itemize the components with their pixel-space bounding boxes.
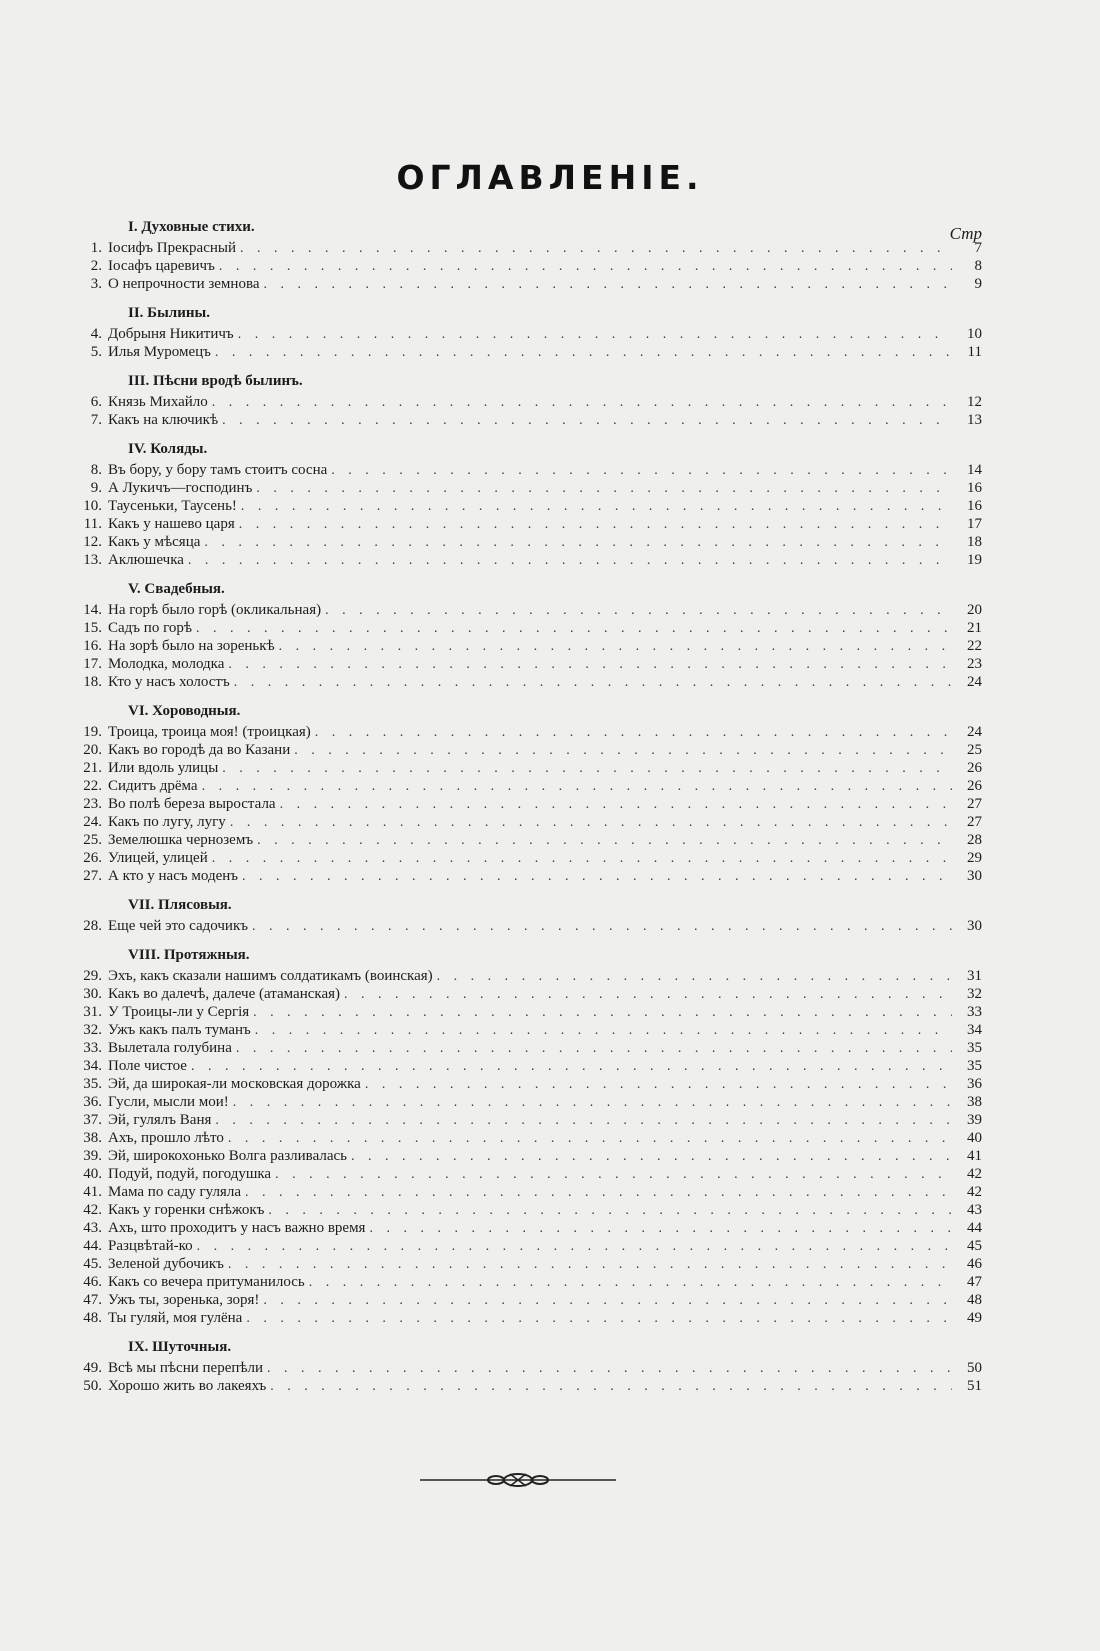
entry-title: Эхъ, какъ сказали нашимъ солдатикамъ (воинская) (108, 968, 433, 984)
entry-title: Какъ со вечера притуманилось (108, 1274, 305, 1290)
entry-number: 25. (83, 832, 102, 848)
entry-page: 34 (967, 1022, 982, 1038)
dot-leader (255, 1022, 952, 1040)
section-heading: VII. Плясовыя. (128, 897, 232, 913)
entry-number: 29. (83, 968, 102, 984)
toc-entry (82, 813, 982, 831)
dot-leader (309, 1274, 952, 1292)
entry-page: 46 (967, 1256, 982, 1272)
entry-title: На зорѣ было на зоренькѣ (108, 638, 275, 654)
entry-page: 27 (967, 814, 982, 830)
toc-entry (82, 849, 982, 867)
entry-number: 7. (90, 412, 102, 428)
entry-number: 23. (83, 796, 102, 812)
toc-entry (82, 479, 982, 497)
entry-page: 47 (967, 1274, 982, 1290)
toc-entry (82, 515, 982, 533)
entry-number: 45. (83, 1256, 102, 1272)
dot-leader (191, 1058, 952, 1076)
entry-page: 31 (967, 968, 982, 984)
section-heading: VI. Хороводныя. (128, 703, 241, 719)
entry-title: Зеленой дубочикъ (108, 1256, 224, 1272)
entry-title: Гусли, мысли мои! (108, 1094, 229, 1110)
entry-number: 3. (90, 276, 102, 292)
entry-title: Ужъ ты, зоренька, зоря! (108, 1292, 260, 1308)
toc-entry (82, 867, 982, 885)
entry-title: Iосафъ царевичъ (108, 258, 215, 274)
entry-page: 24 (967, 724, 982, 740)
toc-entry (82, 1201, 982, 1219)
dot-leader (369, 1220, 952, 1238)
dot-leader (240, 240, 952, 258)
toc-entry (82, 343, 982, 361)
entry-title: У Троицы-ли у Сергiя (108, 1004, 250, 1020)
toc-section (82, 944, 982, 1327)
toc-section (82, 216, 982, 293)
entry-page: 49 (967, 1310, 982, 1326)
dot-leader (315, 724, 952, 742)
toc-section (82, 370, 982, 429)
toc-entry (82, 325, 982, 343)
dot-leader (219, 258, 952, 276)
entry-page: 39 (967, 1112, 982, 1128)
entry-title: Еще чей это садочикъ (108, 918, 249, 934)
entry-title: Мама по саду гуляла (108, 1184, 241, 1200)
dot-leader (242, 868, 952, 886)
entry-number: 24. (83, 814, 102, 830)
entry-title: Ахъ, прошло лѣто (108, 1130, 224, 1146)
dot-leader (351, 1148, 952, 1166)
entry-title: Ахъ, што проходитъ у насъ важно время (108, 1220, 366, 1236)
section-heading: II. Былины. (128, 305, 210, 321)
entry-title: Разцвѣтай-ко (108, 1238, 193, 1254)
entry-page: 25 (967, 742, 982, 758)
entry-page: 14 (967, 462, 982, 478)
entry-page: 11 (967, 344, 982, 360)
dot-leader (257, 832, 952, 850)
toc-entry (82, 411, 982, 429)
entry-number: 9. (90, 480, 102, 496)
dot-leader (238, 326, 952, 344)
dot-leader (268, 1202, 952, 1220)
entry-title: Добрыня Никитичъ (108, 326, 234, 342)
entry-page: 30 (967, 868, 982, 884)
entry-title: Земелюшка черноземъ (108, 832, 254, 848)
dot-leader (228, 1256, 952, 1274)
entry-page: 45 (967, 1238, 982, 1254)
entry-title: Или вдоль улицы (108, 760, 219, 776)
entry-number: 1. (90, 240, 102, 256)
dot-leader (263, 1292, 952, 1310)
entry-page: 7 (974, 240, 982, 256)
dot-leader (230, 814, 952, 832)
toc-section (82, 438, 982, 569)
entry-title: О непрочности земнова (108, 276, 260, 292)
entry-title: Кто у насъ холостъ (108, 674, 230, 690)
entry-title: Iосифъ Прекрасный (108, 240, 237, 256)
entry-title: Всѣ мы пѣсни перепѣли (108, 1360, 264, 1376)
entry-page: 44 (967, 1220, 982, 1236)
toc-entry (82, 741, 982, 759)
dot-leader (246, 1310, 952, 1328)
entry-number: 37. (83, 1112, 102, 1128)
dot-leader (267, 1360, 952, 1378)
entry-title: Князь Михайло (108, 394, 208, 410)
entry-title: Ты гуляй, моя гулёна (108, 1310, 243, 1326)
entry-number: 15. (83, 620, 102, 636)
section-heading: IV. Коляды. (128, 441, 208, 457)
entry-page: 16 (967, 480, 982, 496)
toc-entry (82, 1183, 982, 1201)
entry-page: 43 (967, 1202, 982, 1218)
toc-section (82, 700, 982, 885)
entry-number: 6. (90, 394, 102, 410)
entry-page: 10 (967, 326, 982, 342)
dot-leader (331, 462, 952, 480)
entry-page: 20 (967, 602, 982, 618)
dot-leader (325, 602, 952, 620)
toc-entry (82, 239, 982, 257)
entry-title: Эй, да широкая-ли московская дорожка (108, 1076, 361, 1092)
entry-page: 19 (967, 552, 982, 568)
dot-leader (215, 1112, 952, 1130)
toc-entry (82, 1147, 982, 1165)
entry-title: Троица, троица моя! (троицкая) (108, 724, 311, 740)
entry-number: 20. (83, 742, 102, 758)
dot-leader (245, 1184, 952, 1202)
entry-title: Эй, широкохонько Волга разливалась (108, 1148, 347, 1164)
entry-page: 18 (967, 534, 982, 550)
entry-title: Вылетала голубина (108, 1040, 232, 1056)
toc-entry (82, 655, 982, 673)
toc-entry (82, 551, 982, 569)
dot-leader (204, 534, 952, 552)
entry-title: А кто у насъ моденъ (108, 868, 239, 884)
toc-entry (82, 795, 982, 813)
toc-entry (82, 1359, 982, 1377)
toc-entry (82, 1075, 982, 1093)
entry-number: 44. (83, 1238, 102, 1254)
toc-entry (82, 461, 982, 479)
dot-leader (294, 742, 952, 760)
dot-leader (241, 498, 952, 516)
entry-title: Въ бору, у бору тамъ стоитъ сосна (108, 462, 328, 478)
entry-title: Сидитъ дрёма (108, 778, 198, 794)
entry-number: 13. (83, 552, 102, 568)
toc-entry (82, 967, 982, 985)
entry-page: 50 (967, 1360, 982, 1376)
entry-number: 2. (90, 258, 102, 274)
dot-leader (234, 674, 952, 692)
toc-entry (82, 1377, 982, 1395)
entry-number: 47. (83, 1292, 102, 1308)
toc-entry (82, 1309, 982, 1327)
entry-page: 35 (967, 1040, 982, 1056)
toc-entry (82, 393, 982, 411)
toc-entry (82, 1165, 982, 1183)
entry-number: 28. (83, 918, 102, 934)
entry-page: 12 (967, 394, 982, 410)
entry-number: 33. (83, 1040, 102, 1056)
entry-page: 27 (967, 796, 982, 812)
entry-page: 40 (967, 1130, 982, 1146)
toc-entry (82, 1021, 982, 1039)
dot-leader (437, 968, 952, 986)
entry-number: 50. (83, 1378, 102, 1394)
divider-ornament (420, 1470, 616, 1490)
section-heading: I. Духовные стихи. (128, 219, 255, 235)
entry-page: 33 (967, 1004, 982, 1020)
entry-title: Садъ по горѣ (108, 620, 193, 636)
dot-leader (264, 276, 953, 294)
entry-page: 38 (967, 1094, 982, 1110)
entry-number: 34. (83, 1058, 102, 1074)
entry-number: 22. (83, 778, 102, 794)
toc-entry (82, 673, 982, 691)
entry-title: На горѣ было горѣ (окликальная) (108, 602, 322, 618)
entry-page: 16 (967, 498, 982, 514)
dot-leader (197, 1238, 952, 1256)
entry-number: 35. (83, 1076, 102, 1092)
dot-leader (280, 796, 952, 814)
entry-number: 46. (83, 1274, 102, 1290)
entry-page: 17 (967, 516, 982, 532)
dot-leader (233, 1094, 952, 1112)
dot-leader (228, 1130, 952, 1148)
entry-number: 27. (83, 868, 102, 884)
page-column-label: Стр (949, 224, 982, 243)
entry-number: 12. (83, 534, 102, 550)
entry-number: 41. (83, 1184, 102, 1200)
entry-page: 35 (967, 1058, 982, 1074)
dot-leader (279, 638, 952, 656)
entry-page: 26 (967, 760, 982, 776)
dot-leader (222, 760, 952, 778)
dot-leader (365, 1076, 952, 1094)
entry-page: 24 (967, 674, 982, 690)
entry-title: Какъ у горенки снѣжокъ (108, 1202, 265, 1218)
entry-title: Во полѣ береза выростала (108, 796, 276, 812)
entry-number: 49. (83, 1360, 102, 1376)
toc-entry (82, 1237, 982, 1255)
entry-title: Таусеньки, Таусень! (108, 498, 237, 514)
dot-leader (202, 778, 952, 796)
entry-page: 48 (967, 1292, 982, 1308)
entry-title: Улицей, улицей (108, 850, 208, 866)
entry-title: Аклюшечка (108, 552, 184, 568)
entry-page: 41 (967, 1148, 982, 1164)
entry-number: 38. (83, 1130, 102, 1146)
toc-section (82, 894, 982, 935)
entry-page: 26 (967, 778, 982, 794)
entry-page: 22 (967, 638, 982, 654)
entry-title: Илья Муромецъ (108, 344, 211, 360)
entry-number: 10. (83, 498, 102, 514)
entry-page: 29 (967, 850, 982, 866)
entry-number: 16. (83, 638, 102, 654)
entry-title: Какъ на ключикѣ (108, 412, 219, 428)
toc-section (82, 302, 982, 361)
toc-entry (82, 619, 982, 637)
entry-page: 30 (967, 918, 982, 934)
entry-number: 32. (83, 1022, 102, 1038)
dot-leader (239, 516, 952, 534)
dot-leader (270, 1378, 952, 1396)
entry-page: 51 (967, 1378, 982, 1394)
toc-entry (82, 985, 982, 1003)
toc-entry (82, 1255, 982, 1273)
toc-entry (82, 1273, 982, 1291)
entry-title: Какъ у мѣсяца (108, 534, 201, 550)
entry-title: А Лукичъ—господинъ (108, 480, 253, 496)
toc-entry (82, 831, 982, 849)
entry-page: 42 (967, 1184, 982, 1200)
toc-entry (82, 1057, 982, 1075)
entry-title: Какъ во городѣ да во Казани (108, 742, 291, 758)
entry-number: 48. (83, 1310, 102, 1326)
toc-entry (82, 759, 982, 777)
entry-number: 26. (83, 850, 102, 866)
dot-leader (252, 918, 952, 936)
toc-entry (82, 1111, 982, 1129)
toc-entry (82, 1003, 982, 1021)
toc-entry (82, 1219, 982, 1237)
toc-entry (82, 1039, 982, 1057)
entry-title: Хорошо жить во лакеяхъ (108, 1378, 267, 1394)
section-heading: IX. Шуточныя. (128, 1339, 232, 1355)
entry-number: 8. (90, 462, 102, 478)
entry-number: 11. (83, 516, 102, 532)
dot-leader (253, 1004, 952, 1022)
toc-entry (82, 1129, 982, 1147)
entry-number: 17. (83, 656, 102, 672)
entry-number: 19. (83, 724, 102, 740)
section-heading: VIII. Протяжныя. (128, 947, 250, 963)
entry-page: 13 (967, 412, 982, 428)
entry-page: 42 (967, 1166, 982, 1182)
dot-leader (212, 850, 952, 868)
entry-number: 42. (83, 1202, 102, 1218)
toc-section (82, 1336, 982, 1395)
entry-number: 39. (83, 1148, 102, 1164)
toc-entry (82, 723, 982, 741)
entry-number: 40. (83, 1166, 102, 1182)
entry-number: 18. (83, 674, 102, 690)
toc-entry (82, 533, 982, 551)
entry-title: Молодка, молодка (108, 656, 225, 672)
entry-number: 4. (90, 326, 102, 342)
entry-title: Какъ по лугу, лугу (108, 814, 226, 830)
toc-entry (82, 497, 982, 515)
dot-leader (275, 1166, 952, 1184)
page-title: ОГЛАВЛЕНIЕ. (396, 158, 704, 197)
entry-page: 28 (967, 832, 982, 848)
toc-entry (82, 601, 982, 619)
entry-page: 9 (974, 276, 982, 292)
entry-number: 43. (83, 1220, 102, 1236)
dot-leader (215, 344, 952, 362)
toc-entry (82, 637, 982, 655)
entry-page: 36 (967, 1076, 982, 1092)
toc-entry (82, 917, 982, 935)
toc-entry (82, 1093, 982, 1111)
entry-title: Поле чистое (108, 1058, 187, 1074)
toc-entry (82, 275, 982, 293)
dot-leader (344, 986, 952, 1004)
entry-number: 31. (83, 1004, 102, 1020)
entry-number: 30. (83, 986, 102, 1002)
toc-entry (82, 257, 982, 275)
dot-leader (212, 394, 952, 412)
table-of-contents (82, 216, 982, 1404)
dot-leader (236, 1040, 952, 1058)
entry-number: 36. (83, 1094, 102, 1110)
toc-section (82, 578, 982, 691)
entry-page: 8 (974, 258, 982, 274)
entry-title: Какъ во далечѣ, далече (атаманская) (108, 986, 341, 1002)
dot-leader (222, 412, 952, 430)
dot-leader (228, 656, 952, 674)
dot-leader (256, 480, 952, 498)
entry-title: Ужъ какъ палъ туманъ (108, 1022, 251, 1038)
toc-entry (82, 1291, 982, 1309)
section-heading: V. Свадебныя. (128, 581, 225, 597)
entry-page: 32 (967, 986, 982, 1002)
entry-title: Эй, гулялъ Ваня (108, 1112, 212, 1128)
entry-number: 21. (83, 760, 102, 776)
entry-title: Подуй, подуй, погодушка (108, 1166, 272, 1182)
toc-entry (82, 777, 982, 795)
entry-page: 23 (967, 656, 982, 672)
section-heading: III. Пѣсни вродѣ былинъ. (128, 373, 303, 389)
entry-title: Какъ у нашево царя (108, 516, 235, 532)
dot-leader (196, 620, 952, 638)
entry-page: 21 (967, 620, 982, 636)
entry-number: 14. (83, 602, 102, 618)
dot-leader (188, 552, 952, 570)
entry-number: 5. (90, 344, 102, 360)
